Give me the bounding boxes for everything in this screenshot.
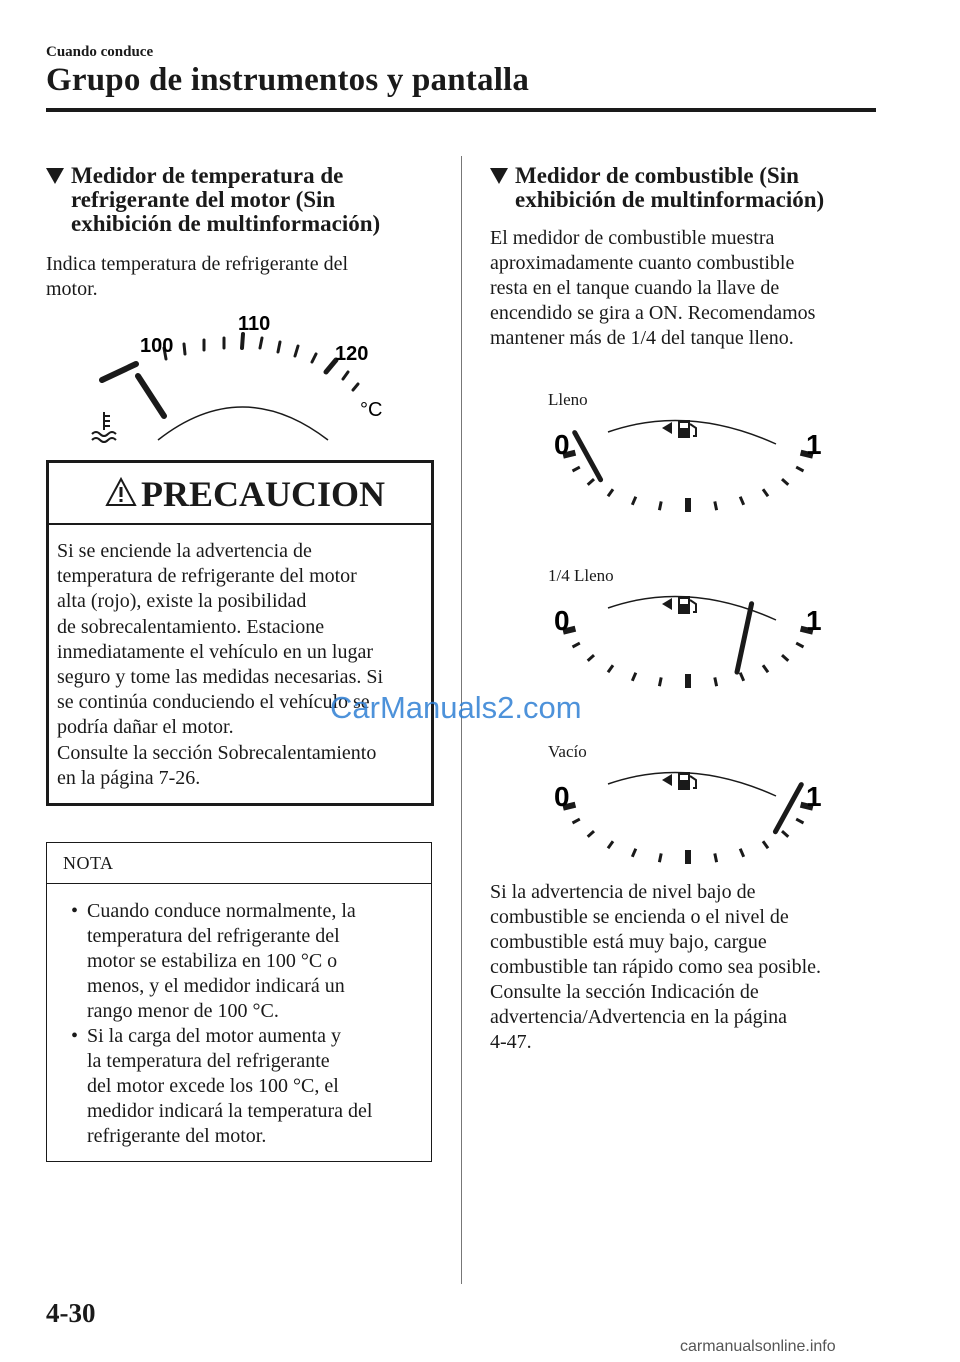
note-line: motor se estabiliza en 100 °C o <box>87 950 338 972</box>
gauge-tick <box>763 665 768 672</box>
body-line: Si la advertencia de nivel bajo de <box>490 881 756 903</box>
caution-line: inmediatamente el vehículo en un lugar <box>57 640 373 663</box>
gauge-tick <box>588 655 594 661</box>
gauge-tick <box>740 673 744 681</box>
note-header <box>47 843 431 884</box>
caution-line: podría dañar el motor. <box>57 716 234 739</box>
body-line: aproximadamente cuanto combustible <box>490 252 795 274</box>
gauge-tick <box>715 677 717 686</box>
gauge-tick <box>715 501 717 510</box>
empty-mark-label: 0 <box>554 781 570 812</box>
empty-mark-label: 0 <box>554 605 570 636</box>
triangle-bullet-icon <box>46 168 64 184</box>
caution-box <box>46 460 434 806</box>
caution-line: se continúa conduciendo el vehículo se <box>57 691 370 714</box>
temperature-gauge <box>80 304 410 454</box>
gauge-tick <box>659 501 661 510</box>
gauge-tick <box>763 841 768 848</box>
note-line: temperatura del refrigerante del <box>87 925 340 947</box>
caution-line: alta (rojo), existe la posibilidad <box>57 590 307 613</box>
gauge-tick <box>796 467 803 471</box>
section-label: Cuando conduce <box>46 44 154 60</box>
gauge-tick <box>782 479 788 485</box>
note-line: Si la carga del motor aumenta y <box>87 1025 341 1047</box>
body-line: encendido se gira a ON. Recomendamos <box>490 302 816 324</box>
body-line: advertencia/Advertencia en la página <box>490 1006 788 1028</box>
gauge-needle <box>775 785 801 832</box>
tick <box>242 334 243 348</box>
tick <box>295 346 298 356</box>
gauge-tick <box>715 853 717 862</box>
full-mark-label: 1 <box>806 781 822 812</box>
page-number: 4-30 <box>46 1298 96 1328</box>
heading-line: Medidor de temperatura de <box>71 163 344 188</box>
temperature-heading <box>46 164 446 240</box>
body-line: combustible se encienda o el nivel de <box>490 906 789 928</box>
chapter-title: Grupo de instrumentos y pantalla <box>46 62 530 98</box>
caution-header <box>49 463 431 525</box>
gauge-tick <box>796 819 803 823</box>
gauge-tick <box>632 673 636 681</box>
bullet-dot: • <box>71 1025 79 1047</box>
gauge-arc <box>608 420 776 444</box>
full-mark-label: 1 <box>806 429 822 460</box>
fuel-gauge-full <box>540 410 840 526</box>
gauge-tick <box>740 497 744 505</box>
caution-line: Si se enciende la advertencia de <box>57 540 312 562</box>
gauge-tick <box>740 849 744 857</box>
tick <box>184 344 185 354</box>
caution-line: temperatura de refrigerante del motor <box>57 565 357 588</box>
gauge-label-120: 120 <box>335 343 369 365</box>
fuel-pump-icon <box>662 596 696 614</box>
body-line: El medidor de combustible muestra <box>490 227 775 249</box>
gauge-tick <box>796 643 803 647</box>
body-line: resta en el tanque cuando la llave de <box>490 277 780 299</box>
fuel-heading <box>490 164 910 216</box>
gauge-needle <box>737 604 752 672</box>
gauge-tick <box>632 849 636 857</box>
caution-text <box>57 539 429 791</box>
gauge-tick <box>573 819 580 823</box>
gauge-label-100: 100 <box>140 335 174 357</box>
note-text <box>57 899 427 1149</box>
gauge-unit-label: °C <box>360 399 383 421</box>
footer-site: carmanualsonline.info <box>680 1338 836 1355</box>
gauge-tick <box>763 489 768 496</box>
gauge-tick <box>588 831 594 837</box>
gauge-tick <box>608 665 613 672</box>
gauge-tick <box>608 489 613 496</box>
watermark: CarManuals2.com <box>330 690 582 725</box>
gauge-needle <box>138 376 164 416</box>
coolant-temperature-icon <box>92 412 116 442</box>
caution-line: de sobrecalentamiento. Estacione <box>57 615 325 638</box>
caution-line: Consulte la sección Sobrecalentamiento <box>57 741 377 764</box>
body-line: combustible tan rápido como sea posible. <box>490 956 822 978</box>
caution-line: seguro y tome las medidas necesarias. Si <box>57 666 384 689</box>
gauge-needle <box>575 433 601 480</box>
heading-line: Medidor de combustible (Sin <box>515 163 799 188</box>
warning-triangle-icon <box>105 477 137 507</box>
temperature-intro <box>46 252 426 302</box>
tick <box>312 354 316 362</box>
note-line: del motor excede los 100 °C, el <box>87 1075 339 1097</box>
fuel-gauge-quarter <box>540 586 840 702</box>
heading-line: exhibición de multinformación) <box>71 211 381 236</box>
full-mark-label: 1 <box>806 605 822 636</box>
empty-mark-label: 0 <box>554 429 570 460</box>
heading-line: exhibición de multinformación) <box>515 187 825 212</box>
note-bullet <box>57 899 427 1024</box>
note-line: refrigerante del motor. <box>87 1125 267 1147</box>
gauge-cold-mark <box>102 364 136 380</box>
gauge-tick <box>573 643 580 647</box>
body-line: 4-47. <box>490 1031 532 1053</box>
caution-title: PRECAUCION <box>141 474 386 514</box>
gauge-arc <box>608 772 776 796</box>
note-line: menos, y el medidor indicará un <box>87 975 345 997</box>
gauge-caption-full: Lleno <box>548 390 588 409</box>
bullet-dot: • <box>71 900 79 922</box>
gauge-caption-quarter: 1/4 Lleno <box>548 566 614 585</box>
tick <box>260 338 262 348</box>
note-line: rango menor de 100 °C. <box>87 1000 279 1022</box>
fuel-pump-icon <box>662 772 696 790</box>
gauge-tick <box>659 677 661 686</box>
body-line: motor. <box>46 278 98 300</box>
note-line: la temperatura del refrigerante <box>87 1050 330 1072</box>
gauge-arc <box>158 407 328 440</box>
fuel-intro <box>490 226 910 351</box>
fuel-pump-icon <box>662 420 696 438</box>
tick <box>353 384 358 390</box>
note-box <box>46 842 432 1162</box>
gauge-tick <box>632 497 636 505</box>
fuel-closing <box>490 880 910 1055</box>
gauge-caption-empty: Vacío <box>548 742 587 761</box>
body-line: Consulte la sección Indicación de <box>490 981 759 1003</box>
gauge-tick <box>588 479 594 485</box>
heading-line: refrigerante del motor (Sin <box>71 187 336 212</box>
note-title: NOTA <box>63 853 114 873</box>
tick <box>278 342 280 352</box>
body-line: Indica temperatura de refrigerante del <box>46 253 349 275</box>
gauge-tick <box>573 467 580 471</box>
gauge-tick <box>782 831 788 837</box>
gauge-label-110: 110 <box>238 313 271 335</box>
body-line: combustible está muy bajo, cargue <box>490 931 767 953</box>
fuel-gauge-empty <box>540 762 840 878</box>
header-rule <box>46 108 876 112</box>
tick <box>343 372 348 379</box>
note-line: medidor indicará la temperatura del <box>87 1100 373 1122</box>
gauge-ticks <box>164 334 358 390</box>
gauge-tick <box>782 655 788 661</box>
body-line: mantener más de 1/4 del tanque lleno. <box>490 327 794 349</box>
note-bullet <box>57 1024 427 1149</box>
gauge-tick <box>608 841 613 848</box>
caution-line: en la página 7-26. <box>57 766 201 789</box>
note-line: Cuando conduce normalmente, la <box>87 900 356 922</box>
gauge-tick <box>659 853 661 862</box>
triangle-bullet-icon <box>490 168 508 184</box>
